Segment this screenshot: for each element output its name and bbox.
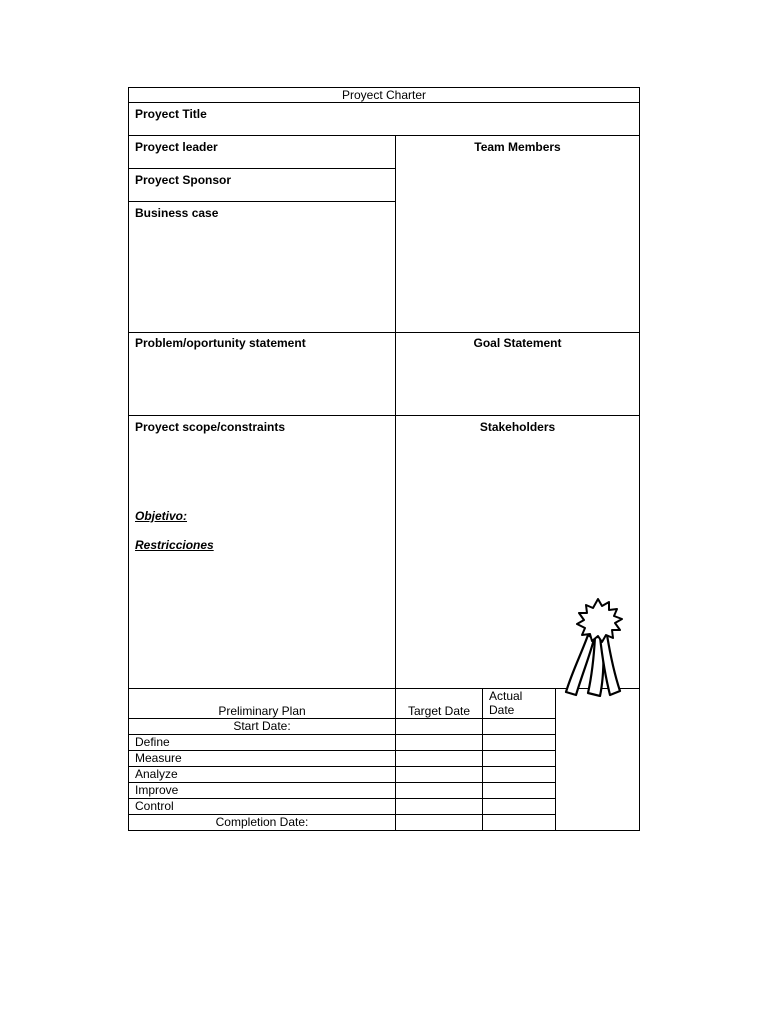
start-date-actual[interactable] [482, 718, 556, 735]
project-title-cell [128, 102, 640, 136]
project-sponsor-label: Proyect Sponsor [135, 173, 232, 187]
problem-statement-label: Problem/oportunity statement [135, 336, 306, 350]
scope-constraints-label: Proyect scope/constraints [135, 420, 286, 434]
completion-actual[interactable] [482, 814, 556, 831]
measure-actual[interactable] [482, 750, 556, 767]
start-date-row [128, 718, 396, 735]
analyze-actual[interactable] [482, 766, 556, 783]
target-date-header [395, 688, 483, 719]
improve-target[interactable] [395, 782, 483, 799]
phase-row-define [128, 734, 396, 751]
stakeholders-label: Stakeholders [479, 420, 556, 434]
start-date-target[interactable] [395, 718, 483, 735]
phase-label-define: Define [135, 735, 170, 749]
project-charter-form [128, 87, 640, 831]
project-leader-label: Proyect leader [135, 140, 218, 154]
goal-statement-cell [395, 332, 640, 416]
restrictions-label: Restricciones [135, 538, 214, 552]
measure-target[interactable] [395, 750, 483, 767]
phase-label-analyze: Analyze [135, 767, 178, 781]
preliminary-plan-label: Preliminary Plan [218, 704, 306, 718]
objective-label: Objetivo: [135, 509, 188, 523]
business-case-label: Business case [135, 206, 219, 220]
actual-date-label: Actual Date [489, 689, 523, 717]
actual-date-header [482, 688, 556, 719]
completion-target[interactable] [395, 814, 483, 831]
control-target[interactable] [395, 798, 483, 815]
business-case-cell [128, 201, 396, 333]
improve-actual[interactable] [482, 782, 556, 799]
completion-date-row [128, 814, 396, 831]
start-date-label: Start Date: [233, 719, 291, 733]
phase-row-improve [128, 782, 396, 799]
phase-label-improve: Improve [135, 783, 179, 797]
team-members-cell [395, 135, 640, 333]
project-sponsor-cell [128, 168, 396, 202]
problem-statement-cell [128, 332, 396, 416]
project-title-label: Proyect Title [135, 107, 207, 121]
target-date-label: Target Date [407, 704, 471, 718]
completion-date-label: Completion Date: [215, 815, 309, 829]
project-leader-cell [128, 135, 396, 169]
phase-label-measure: Measure [135, 751, 182, 765]
analyze-target[interactable] [395, 766, 483, 783]
phase-row-measure [128, 750, 396, 767]
charter-title-cell [128, 87, 640, 103]
team-members-label: Team Members [474, 140, 561, 154]
charter-title: Proyect Charter [341, 88, 427, 102]
goal-statement-label: Goal Statement [473, 336, 562, 350]
define-target[interactable] [395, 734, 483, 751]
preliminary-plan-header [128, 688, 396, 719]
scope-constraints-cell [128, 415, 396, 689]
control-actual[interactable] [482, 798, 556, 815]
phase-label-control: Control [135, 799, 174, 813]
phase-row-control [128, 798, 396, 815]
plan-side-cell [555, 688, 640, 831]
award-ribbon-icon [560, 597, 630, 697]
phase-row-analyze [128, 766, 396, 783]
define-actual[interactable] [482, 734, 556, 751]
